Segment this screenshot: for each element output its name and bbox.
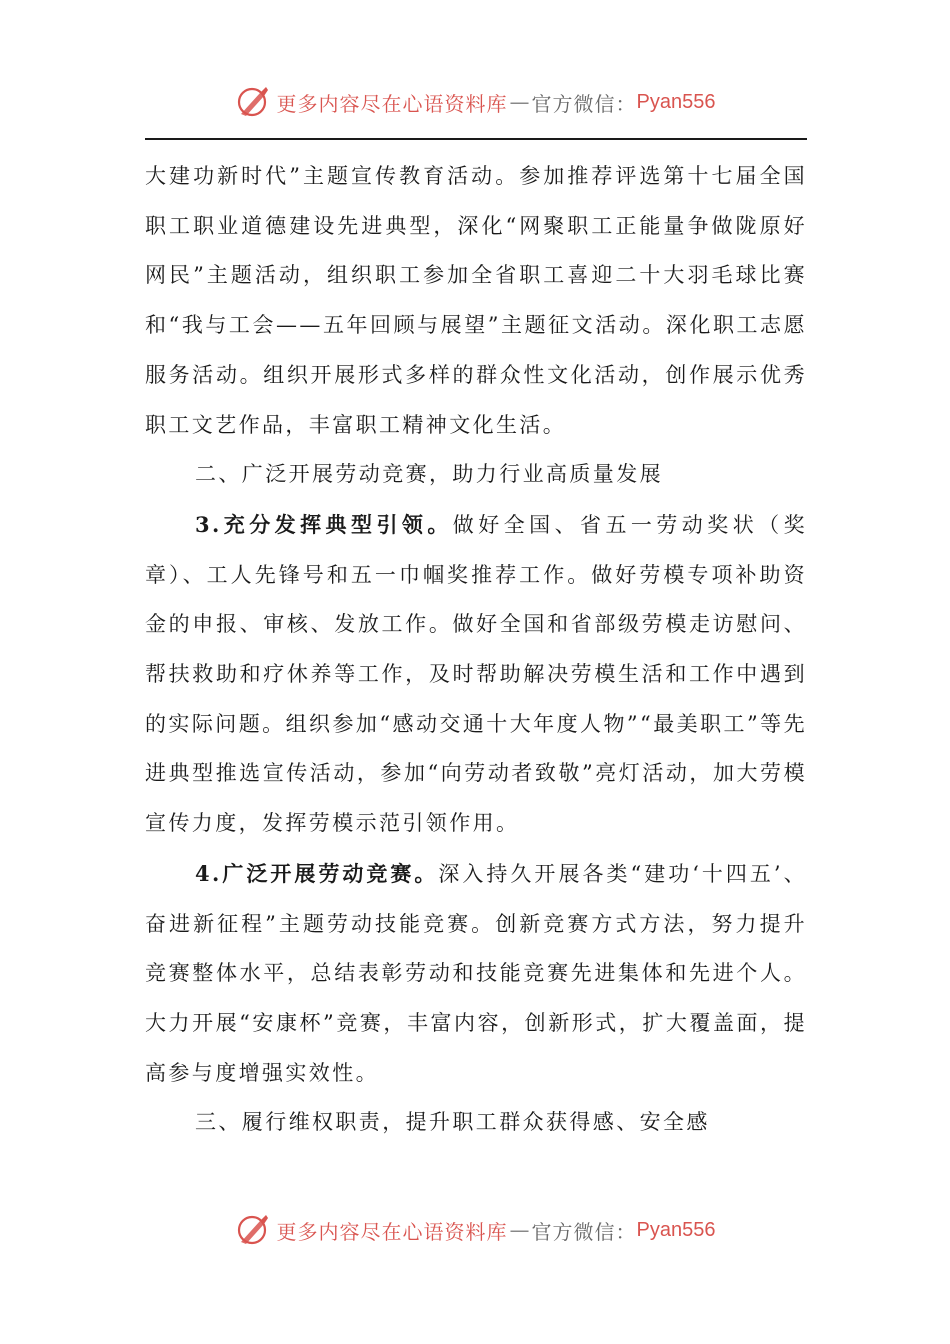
header-banner [0,82,950,122]
paragraph-item-3 [145,500,807,849]
footer-dash: — [509,1218,530,1242]
document-body [145,152,807,1148]
paragraph-item-4 [145,849,807,1099]
item-4-title: 4.广泛开展劳动竞赛。 [195,860,439,886]
pen-quill-icon [235,84,271,120]
banner-wechat-label: 官方微信： [531,91,637,116]
footer-wechat-id: Pyan556 [636,1218,716,1241]
section-heading-2: 二、广泛开展劳动竞赛，助力行业高质量发展 [195,462,663,487]
footer-banner [0,1210,950,1250]
item-3-title: 3.充分发挥典型引领。 [195,511,453,537]
banner-dash: — [509,90,530,114]
banner-title: 更多内容尽在心语资料库 [276,91,508,116]
paragraph-continuation: 大建功新时代”主题宣传教育活动。参加推荐评选第十七届全国职工职业道德建设先进典型，深化“网聚职工正能量争做陇原好网民”主题活动，组织职工参加全省职工喜迎二十大羽毛球比赛和“我与工会——五年回顾与展望”主题征文活动。深化职工志愿服务活动。组织开展形式多样的群众性文化活动，创作展示优秀职工文艺作品，丰富职工精神文化生活。 [145,164,807,437]
footer-wechat-label: 官方微信： [531,1219,637,1244]
item-3-text: 做好全国、省五一劳动奖状（奖章）、工人先锋号和五一巾帼奖推荐工作。做好劳模专项补助资金的申报、审核、发放工作。做好全国和省部级劳模走访慰问、帮扶救助和疗休养等工作，及时帮助解决劳模生活和工作中遇到的实际问题。组织参加“感动交通十大年度人物”“最美职工”等先进典型推选宣传活动，参加“向劳动者致敬”亮灯活动，加大劳模宣传力度，发挥劳模示范引领作用。 [145,512,807,836]
footer-title: 更多内容尽在心语资料库 [276,1219,508,1244]
pen-quill-icon [235,1212,271,1248]
section-heading-3: 三、履行维权职责，提升职工群众获得感、安全感 [195,1110,710,1135]
item-4-text: 深入持久开展各类“建功‘十四五’、奋进新征程”主题劳动技能竞赛。创新竞赛方式方法，努力提升竞赛整体水平，总结表彰劳动和技能竞赛先进集体和先进个人。大力开展“安康杯”竞赛，丰富内容，创新形式，扩大覆盖面，提高参与度增强实效性。 [145,861,808,1085]
header-divider [145,138,807,140]
banner-wechat-id: Pyan556 [636,90,716,113]
